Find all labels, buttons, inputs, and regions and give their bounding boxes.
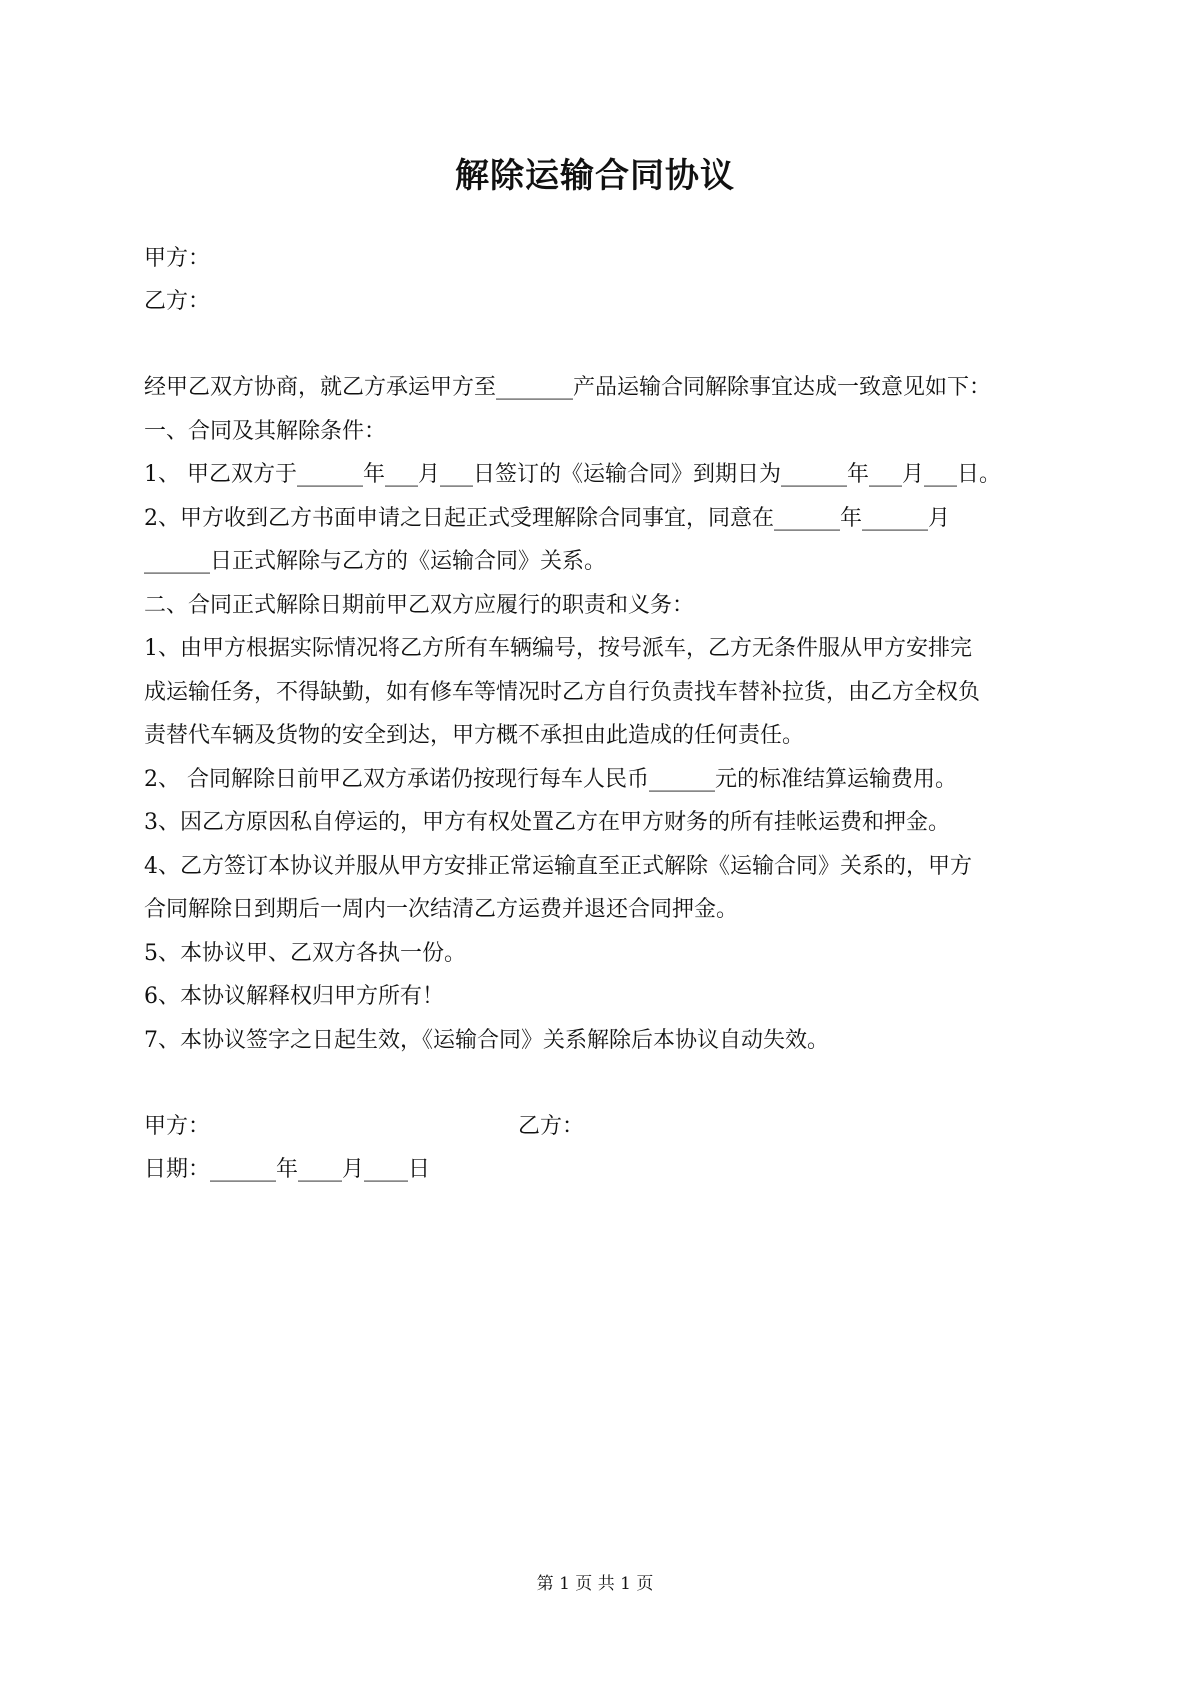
section-heading: 二、合同正式解除日期前甲乙双方应履行的职责和义务： [144, 593, 695, 618]
paragraph-line: ______日正式解除与乙方的《运输合同》关系。 [144, 549, 607, 574]
paragraph-line: 2、甲方收到乙方书面申请之日起正式受理解除合同事宜，同意在______年______月 [144, 506, 950, 531]
paragraph-line: 2、 合同解除日前甲乙双方承诺仍按现行每车人民币______元的标准结算运输费用。 [144, 767, 957, 792]
paragraph-line: 成运输任务，不得缺勤，如有修车等情况时乙方自行负责找车替补拉货，由乙方全权负 [144, 680, 981, 705]
paragraph-line: 4、乙方签订本协议并服从甲方安排正常运输直至正式解除《运输合同》关系的，甲方 [144, 854, 972, 879]
paragraph-line: 5、本协议甲、乙双方各执一份。 [144, 941, 466, 966]
paragraph-line: 7、本协议签字之日起生效，《运输合同》关系解除后本协议自动失效。 [144, 1028, 829, 1053]
paragraph-line: 责替代车辆及货物的安全到达，甲方概不承担由此造成的任何责任。 [144, 723, 805, 748]
paragraph-line: 3、因乙方原因私自停运的，甲方有权处置乙方在甲方财务的所有挂帐运费和押金。 [144, 810, 950, 835]
page-footer: 第 1 页 共 1 页 [536, 1574, 654, 1594]
signature-date: 日期：______年____月____日 [144, 1157, 431, 1182]
paragraph-line: 1、由甲方根据实际情况将乙方所有车辆编号，按号派车，乙方无条件服从甲方安排完 [144, 636, 972, 661]
signature-party-a: 甲方： [144, 1114, 211, 1139]
paragraph-line: 1、 甲乙双方于______年___月___日签订的《运输合同》到期日为______年___月___日。 [144, 462, 1001, 487]
signature-party-b: 乙方： [518, 1114, 585, 1139]
section-heading: 一、合同及其解除条件： [144, 419, 387, 444]
paragraph-line: 6、本协议解释权归甲方所有！ [144, 984, 444, 1009]
paragraph-line: 经甲乙双方协商，就乙方承运甲方至_______产品运输合同解除事宜达成一致意见如下： [144, 375, 992, 400]
document-title: 解除运输合同协议 [455, 156, 735, 196]
paragraph-line: 合同解除日到期后一周内一次结清乙方运费并退还合同押金。 [144, 897, 739, 922]
party-b-label: 乙方： [144, 289, 211, 314]
party-a-label: 甲方： [144, 246, 211, 271]
